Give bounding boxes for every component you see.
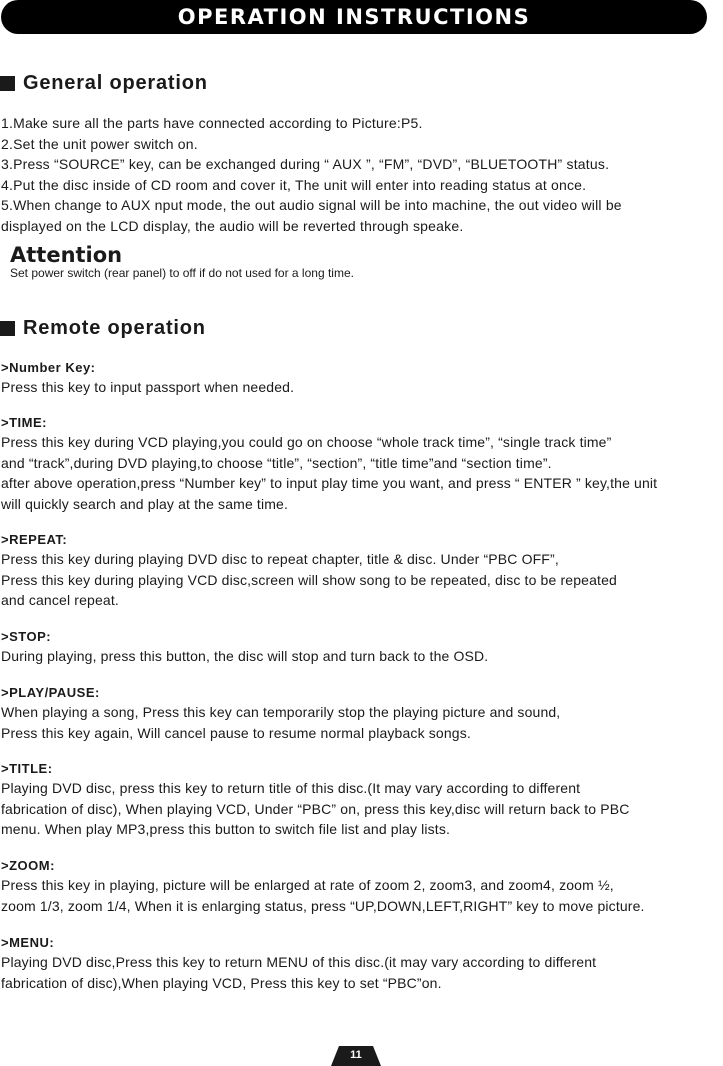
general-operation-heading [0,72,208,95]
key-description: will quickly search and play at the same time. [1,495,289,512]
key-description: menu. When play MP3,press this button to switch file list and play lists. [1,821,451,837]
key-section-time [1,414,723,514]
key-title: >TITLE: [1,761,53,776]
key-section-number [1,359,723,398]
key-section-title [1,760,723,840]
key-description: Press this key in playing, picture will be enlarged at rate of zoom 2, zoom3, and zoom4, zoom ½, [1,877,614,893]
key-description: During playing, press this button, the disc will stop and turn back to the OSD. [1,648,489,664]
key-title: >REPEAT: [1,532,68,547]
key-section-repeat [1,531,723,611]
page-number: 11 [350,1049,362,1061]
key-description: zoom 1/3, zoom 1/4, When it is enlarging status, press “UP,DOWN,LEFT,RIGHT” key to move picture. [1,897,645,914]
key-description: and “track”,during DVD playing,to choose “title”, “section”, “title time”and “section time”. [1,454,552,471]
key-description: after above operation,press “Number key” to input play time you want, and press “ ENTER ” key,the unit [1,475,658,491]
list-item: 5.When change to AUX nput mode, the out audio signal will be into machine, the out video will be [1,197,622,213]
page-title: OPERATION INSTRUCTIONS [177,5,531,29]
key-title: >ZOOM: [1,858,55,873]
remote-operation-title: Remote operation [23,317,206,339]
list-item: displayed on the LCD display, the audio will be reverted through speake. [1,217,464,234]
key-section-menu [1,934,723,993]
key-description: Press this key during playing VCD disc,screen will show song to be repeated, disc to be repeated [1,571,617,588]
key-description: Press this key during VCD playing,you could go on choose “whole track time”, “single track time” [1,434,612,450]
square-bullet-icon [0,321,15,336]
square-bullet-icon [0,76,15,91]
general-operation-list [1,113,622,236]
key-description: Press this key to input passport when needed. [1,379,295,395]
key-title: >MENU: [1,935,55,950]
key-section-zoom [1,857,723,916]
key-section-stop [1,628,723,667]
key-description: Press this key again, Will cancel pause to resume normal playback songs. [1,724,471,741]
attention-text: Set power switch (rear panel) to off if do not used for a long time. [10,266,354,280]
key-description: Playing DVD disc, press this key to return title of this disc.(It may vary according to different [1,780,581,796]
key-section-play-pause [1,684,723,743]
key-description: Press this key during playing DVD disc to repeat chapter, title & disc. Under “PBC OFF”, [1,551,559,567]
key-description: and cancel repeat. [1,592,119,608]
key-description: When playing a song, Press this key can temporarily stop the playing picture and sound, [1,704,561,720]
list-item: 2.Set the unit power switch on. [1,135,198,152]
key-title: >TIME: [1,415,47,430]
key-description: fabrication of disc), When playing VCD, Under “PBC” on, press this key,disc will return back to PBC [1,800,630,817]
attention-title: Attention [10,243,123,267]
list-item: 4.Put the disc inside of CD room and cover it, The unit will enter into reading status at once. [1,176,587,193]
key-title: >Number Key: [1,360,96,375]
key-description: Playing DVD disc,Press this key to return MENU of this disc.(it may vary according to different [1,954,597,970]
header-bar [1,0,707,34]
key-description: fabrication of disc),When playing VCD, Press this key to set “PBC”on. [1,974,442,991]
remote-operation-heading [0,317,206,340]
list-item: 1.Make sure all the parts have connected according to Picture:P5. [1,115,423,131]
key-title: >STOP: [1,629,52,644]
general-operation-title: General operation [23,72,208,94]
list-item: 3.Press “SOURCE” key, can be exchanged during “ AUX ”, “FM”, “DVD”, “BLUETOOTH” status. [1,156,610,172]
key-title: >PLAY/PAUSE: [1,685,100,700]
